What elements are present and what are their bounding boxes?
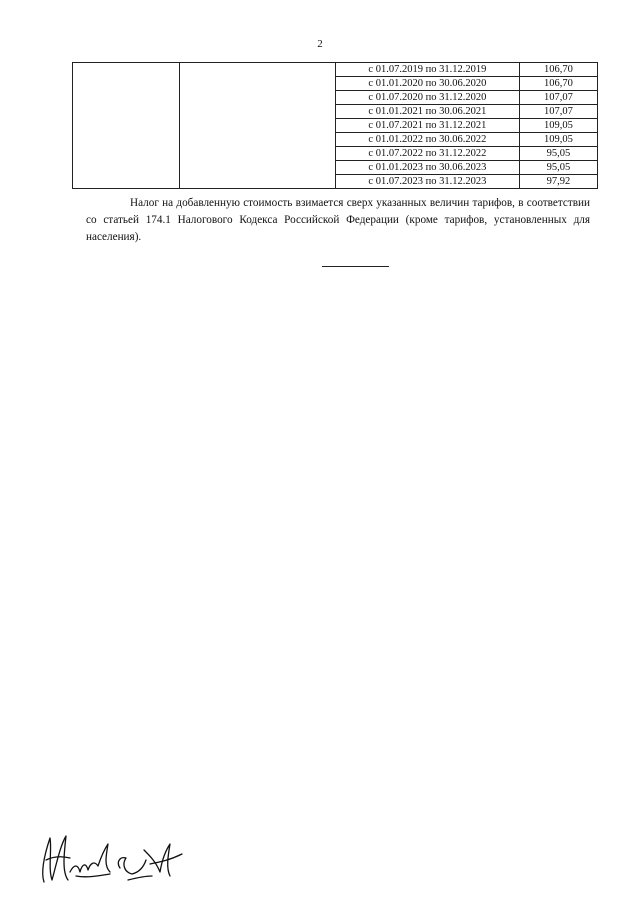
vat-note xyxy=(86,195,590,246)
tariff-value-cell: 107,07 xyxy=(519,91,597,105)
handwritten-signature-icon xyxy=(36,820,196,895)
period-cell: с 01.07.2023 по 31.12.2023 xyxy=(335,175,519,189)
period-cell: с 01.07.2020 по 31.12.2020 xyxy=(335,91,519,105)
tariff-value-cell: 109,05 xyxy=(519,119,597,133)
tariff-table xyxy=(72,62,598,189)
tariff-value-cell: 109,05 xyxy=(519,133,597,147)
tariff-value-cell: 106,70 xyxy=(519,77,597,91)
separator-line xyxy=(322,266,389,267)
blank-cell-left xyxy=(73,63,180,189)
tariff-table-body xyxy=(73,63,598,189)
tariff-value-cell: 95,05 xyxy=(519,147,597,161)
period-cell: с 01.01.2022 по 30.06.2022 xyxy=(335,133,519,147)
blank-cell-middle xyxy=(179,63,335,189)
tariff-value-cell: 107,07 xyxy=(519,105,597,119)
period-cell: с 01.07.2021 по 31.12.2021 xyxy=(335,119,519,133)
period-cell: с 01.01.2021 по 30.06.2021 xyxy=(335,105,519,119)
period-cell: с 01.01.2020 по 30.06.2020 xyxy=(335,77,519,91)
vat-note-text: Налог на добавленную стоимость взимается сверх указанных величин тарифов, в соответствии со статьей 174.1 Налогового Кодекса Российской Федерации (кроме тарифов, установленных для населения). xyxy=(86,197,590,243)
tariff-value-cell: 95,05 xyxy=(519,161,597,175)
table-row xyxy=(73,63,598,77)
period-cell: с 01.01.2023 по 30.06.2023 xyxy=(335,161,519,175)
page-number: 2 xyxy=(317,38,323,50)
period-cell: с 01.07.2019 по 31.12.2019 xyxy=(335,63,519,77)
tariff-value-cell: 106,70 xyxy=(519,63,597,77)
tariff-value-cell: 97,92 xyxy=(519,175,597,189)
period-cell: с 01.07.2022 по 31.12.2022 xyxy=(335,147,519,161)
